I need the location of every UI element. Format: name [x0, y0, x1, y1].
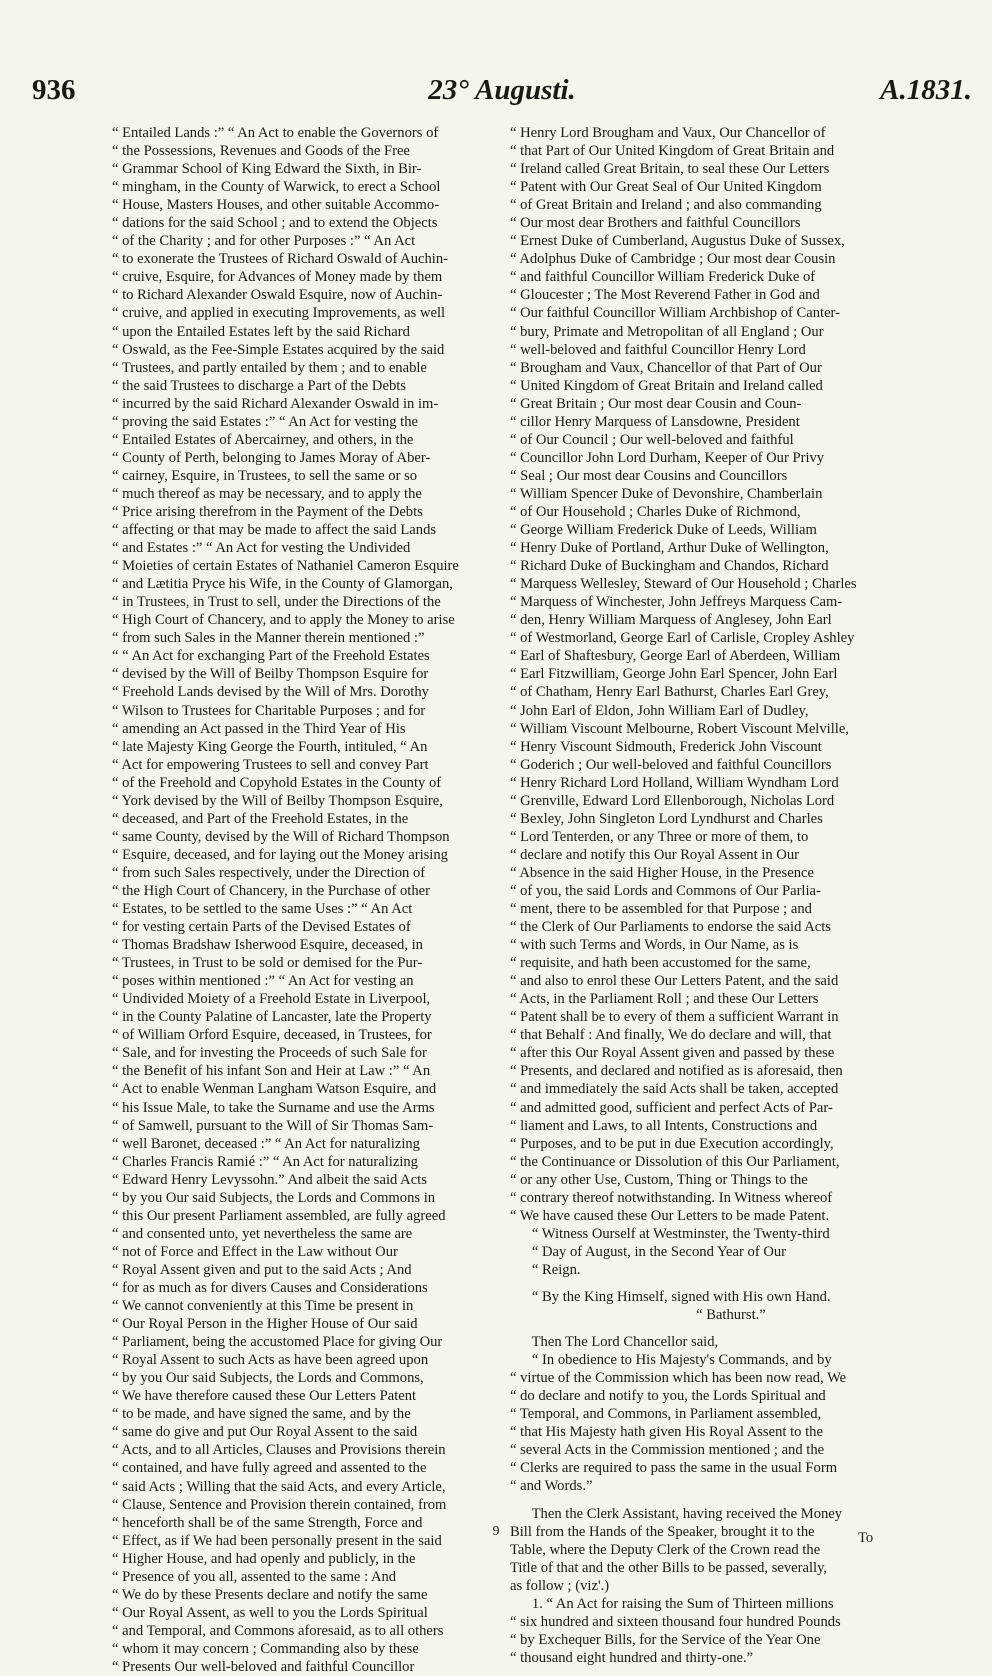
left-column-line: “ Grammar School of King Edward the Sixth, in Bir- [112, 161, 422, 178]
right-column-line: “ Lord Tenterden, or any Three or more of them, to [510, 828, 809, 845]
signature-mark: 9 [492, 1524, 500, 1539]
right-column-line: “ cillor Henry Marquess of Lansdowne, President [510, 413, 800, 430]
left-column-line: “ Moieties of certain Estates of Nathaniel Cameron Esquire [112, 558, 459, 575]
left-column-line: “ same County, devised by the Will of Richard Thompson [112, 828, 450, 845]
right-column-line: “ Clerks are required to pass the same in the usual Form [510, 1460, 838, 1477]
left-column-line: “ “ An Act for exchanging Part of the Freehold Estates [112, 648, 430, 665]
left-column-line: “ Entailed Estates of Abercairney, and others, in the [112, 431, 414, 448]
right-column-line: “ William Spencer Duke of Devonshire, Chamberlain [510, 485, 823, 502]
right-column-line: “ or any other Use, Custom, Thing or Things to the [510, 1171, 808, 1188]
left-column-line: “ Entailed Lands :” “ An Act to enable the Governors of [112, 125, 439, 141]
left-column-line: “ We have therefore caused these Our Letters Patent [112, 1388, 417, 1405]
left-column-line: “ We do by these Presents declare and notify the same [112, 1586, 428, 1603]
right-column-line: “ Witness Ourself at Westminster, the Twenty-third [510, 1225, 830, 1242]
left-column-line: “ County of Perth, belonging to James Moray of Aber- [112, 449, 431, 466]
left-column-line: “ Royal Assent given and put to the said Acts ; And [112, 1261, 412, 1278]
right-column-line: “ Gloucester ; The Most Reverend Father in God and [510, 287, 820, 304]
right-column-line: “ thousand eight hundred and thirty-one.” [510, 1649, 754, 1666]
left-column-line: “ henceforth shall be of the same Strength, Force and [112, 1514, 423, 1531]
left-column-line: “ Undivided Moiety of a Freehold Estate in Liverpool, [112, 991, 431, 1008]
left-column-line: “ to exonerate the Trustees of Richard Oswald of Auchin- [112, 251, 448, 268]
right-column-line: “ Marquess Wellesley, Steward of Our Household ; Charles [510, 576, 857, 593]
right-column-line: “ George William Frederick Duke of Leeds, William [510, 522, 817, 539]
left-column-line: “ late Majesty King George the Fourth, intituled, “ An [112, 738, 428, 755]
right-column-spacer [510, 1496, 894, 1505]
left-column-line: “ from such Sales in the Manner therein mentioned :” [112, 630, 425, 647]
right-column-line: “ do declare and notify to you, the Lords Spiritual and [510, 1388, 826, 1405]
left-column-line: “ Clause, Sentence and Provision therein contained, from [112, 1496, 447, 1513]
right-column-line: “ well-beloved and faithful Councillor Henry Lord [510, 341, 806, 358]
right-column-line: “ Presents, and declared and notified as is aforesaid, then [510, 1063, 843, 1080]
left-column-line: “ Esquire, deceased, and for laying out the Money arising [112, 846, 448, 863]
right-column-line: “ that Behalf : And finally, We do declare and will, that [510, 1027, 832, 1044]
left-column-line: “ much thereof as may be necessary, and to apply the [112, 485, 422, 502]
left-column-line: “ poses within mentioned :” “ An Act for vesting an [112, 973, 414, 990]
right-column-line: “ several Acts in the Commission mentioned ; and the [510, 1442, 825, 1459]
left-column-line: “ Edward Henry Levyssohn.” And albeit the said Acts [112, 1171, 427, 1188]
left-column-line: “ to Richard Alexander Oswald Esquire, now of Auchin- [112, 287, 443, 304]
right-column-line: “ We have caused these Our Letters to be made Patent. [510, 1207, 830, 1224]
right-column-line: “ Richard Duke of Buckingham and Chandos, Richard [510, 558, 829, 575]
right-column-line: as follow ; (viz'.) [510, 1577, 610, 1594]
left-column-line: “ this Our present Parliament assembled, are fully agreed [112, 1207, 446, 1224]
left-column-line: “ upon the Entailed Estates left by the said Richard [112, 323, 410, 340]
right-column-line: “ Henry Richard Lord Holland, William Wyndham Lord [510, 774, 839, 791]
right-column-line: “ Henry Viscount Sidmouth, Frederick John Viscount [510, 738, 822, 755]
right-column-line: “ By the King Himself, signed with His own Hand. [510, 1289, 831, 1305]
right-column-line: “ of Our Council ; Our well-beloved and faithful [510, 431, 794, 448]
left-column-line: “ Trustees, in Trust to be sold or demised for the Pur- [112, 955, 423, 972]
left-column-line: “ his Issue Male, to take the Surname and use the Arms [112, 1099, 435, 1116]
left-column-line: “ of the Charity ; and for other Purposes :” “ An Act [112, 233, 416, 250]
right-column-line: “ of Great Britain and Ireland ; and also commanding [510, 197, 822, 214]
right-column-line: 1. “ An Act for raising the Sum of Thirteen millions [510, 1595, 834, 1612]
left-column-line: “ and Lætitia Pryce his Wife, in the County of Glamorgan, [112, 576, 453, 593]
right-column-line: Bill from the Hands of the Speaker, brought it to the [510, 1523, 815, 1540]
left-column-line: “ the High Court of Chancery, in the Purchase of other [112, 882, 430, 899]
left-column-line: “ Our Royal Assent, as well to you the Lords Spiritual [112, 1604, 428, 1621]
left-column-line: “ High Court of Chancery, and to apply the Money to arise [112, 612, 455, 629]
left-column-line: “ Our Royal Person in the Higher House of Our said [112, 1316, 418, 1333]
right-column-line: “ Seal ; Our most dear Cousins and Councillors [510, 467, 788, 484]
right-column-line: “ Absence in the said Higher House, in the Presence [510, 864, 814, 881]
left-column-line: “ cairney, Esquire, in Trustees, to sell the same or so [112, 467, 418, 484]
right-column-line: “ Grenville, Edward Lord Ellenborough, Nicholas Lord [510, 792, 835, 809]
catchword: To [858, 1530, 874, 1546]
right-column-line: “ ment, there to be assembled for that Purpose ; and [510, 901, 812, 918]
right-column-line: “ Goderich ; Our well-beloved and faithful Councillors [510, 756, 832, 773]
left-column-line: “ whom it may concern ; Commanding also by these [112, 1640, 419, 1657]
left-column-line: “ by you Our said Subjects, the Lords and Commons, [112, 1370, 424, 1387]
left-column-line: “ and Temporal, and Commons aforesaid, as to all others [112, 1622, 444, 1639]
right-column-line: Then the Clerk Assistant, having received the Money [510, 1505, 843, 1522]
right-column-line: “ Patent with Our Great Seal of Our United Kingdom [510, 179, 822, 196]
right-column-line: Table, where the Deputy Clerk of the Crown read the [510, 1541, 821, 1558]
left-column-line: “ and consented unto, yet nevertheless the same are [112, 1225, 413, 1242]
left-column-line: “ Sale, and for investing the Proceeds of such Sale for [112, 1045, 427, 1062]
left-column-line: “ from such Sales respectively, under the Direction of [112, 864, 426, 881]
right-column-line: “ and also to enrol these Our Letters Patent, and the said [510, 973, 839, 990]
left-column-line: “ proving the said Estates :” “ An Act for vesting the [112, 413, 418, 430]
left-column-line: “ Act to enable Wenman Langham Watson Esquire, and [112, 1081, 437, 1098]
right-column-line: “ Earl of Shaftesbury, George Earl of Aberdeen, William [510, 648, 841, 665]
right-column-spacer [510, 1324, 894, 1333]
right-column-line: “ and Words.” [510, 1478, 593, 1495]
left-column-line: “ of William Orford Esquire, deceased, in Trustees, for [112, 1027, 432, 1044]
right-column-line: “ William Viscount Melbourne, Robert Viscount Melville, [510, 720, 849, 737]
right-column-line: “ Our faithful Councillor William Archbishop of Canter- [510, 305, 840, 322]
left-column-line: “ Presents Our well-beloved and faithful Councillor [112, 1658, 415, 1675]
right-column-line: “ of you, the said Lords and Commons of Our Parlia- [510, 882, 821, 899]
left-column-line: “ in Trustees, in Trust to sell, under the Directions of the [112, 594, 441, 611]
right-column-line: “ that His Majesty hath given His Royal Assent to the [510, 1424, 823, 1441]
right-column-line: “ Earl Fitzwilliam, George John Earl Spencer, John Earl [510, 666, 838, 683]
right-column-line: “ of Chatham, Henry Earl Bathurst, Charles Earl Grey, [510, 684, 829, 701]
right-column-line: “ Temporal, and Commons, in Parliament assembled, [510, 1406, 822, 1423]
right-column [510, 124, 894, 1667]
left-column-line: “ Act for empowering Trustees to sell and convey Part [112, 756, 429, 773]
left-column-line: “ the Benefit of his infant Son and Heir at Law :” “ An [112, 1063, 431, 1080]
left-column-line: “ cruive, and applied in executing Improvements, as well [112, 305, 446, 322]
right-column-line: “ Patent shall be to every of them a sufficient Warrant in [510, 1009, 839, 1026]
left-column-line: “ well Baronet, deceased :” “ An Act for naturalizing [112, 1135, 420, 1152]
right-column-line: Title of that and the other Bills to be passed, severally, [510, 1559, 828, 1576]
left-column-line: “ of the Freehold and Copyhold Estates in the County of [112, 774, 442, 791]
left-column-line: “ mingham, in the County of Warwick, to erect a School [112, 179, 441, 196]
right-column-line: “ and immediately the said Acts shall be taken, accepted [510, 1081, 839, 1098]
right-column-line: “ with such Terms and Words, in Our Name, as is [510, 937, 799, 954]
right-column-line: “ Brougham and Vaux, Chancellor of that Part of Our [510, 359, 822, 376]
right-column-line: “ and admitted good, sufficient and perfect Acts of Par- [510, 1099, 833, 1116]
left-column-line: “ Price arising therefrom in the Payment of the Debts [112, 503, 423, 520]
left-column-line: “ Trustees, and partly entailed by them ; and to enable [112, 359, 427, 376]
right-column-line: “ and faithful Councillor William Frederick Duke of [510, 269, 816, 286]
right-column-line: “ six hundred and sixteen thousand four hundred Pounds [510, 1613, 841, 1630]
right-column-line: “ Henry Duke of Portland, Arthur Duke of Wellington, [510, 540, 829, 557]
right-column-line: Then The Lord Chancellor said, [510, 1334, 719, 1351]
left-column-line: “ cruive, Esquire, for Advances of Money made by them [112, 269, 443, 286]
left-column-line: “ same do give and put Our Royal Assent to the said [112, 1424, 418, 1441]
left-column-line: “ devised by the Will of Beilby Thompson Esquire for [112, 666, 429, 683]
left-column-line: “ of Samwell, pursuant to the Will of Sir Thomas Sam- [112, 1117, 434, 1134]
page-year: A.1831. [880, 74, 972, 106]
left-column-line: “ amending an Act passed in the Third Year of His [112, 720, 406, 737]
left-column-line: “ Presence of you all, assented to the same : And [112, 1568, 397, 1585]
right-column-line: “ John Earl of Eldon, John William Earl of Dudley, [510, 702, 809, 719]
right-column-line: “ Bathurst.” [510, 1307, 766, 1324]
left-column-line: “ and Estates :” “ An Act for vesting the Undivided [112, 540, 411, 557]
left-column-line: “ Freehold Lands devised by the Will of Mrs. Dorothy [112, 684, 429, 701]
left-column-line: “ Higher House, and had openly and publicly, in the [112, 1550, 416, 1567]
left-column-line: “ Effect, as if We had been personally present in the said [112, 1532, 442, 1549]
right-column-line: “ contrary thereof notwithstanding. In Witness whereof [510, 1189, 833, 1206]
right-column-spacer [510, 1279, 894, 1288]
left-column-line: “ contained, and have fully agreed and assented to the [112, 1460, 427, 1477]
right-column-line: “ Our most dear Brothers and faithful Councillors [510, 215, 801, 232]
left-column-line: “ to be made, and have signed the same, and by the [112, 1406, 411, 1423]
left-column-line: “ said Acts ; Willing that the said Acts, and every Article, [112, 1478, 446, 1495]
right-column-line: “ Henry Lord Brougham and Vaux, Our Chancellor of [510, 125, 826, 141]
right-column-line: “ Purposes, and to be put in due Execution accordingly, [510, 1135, 834, 1152]
left-column-line: “ Oswald, as the Fee-Simple Estates acquired by the said [112, 341, 445, 358]
left-column-line: “ Thomas Bradshaw Isherwood Esquire, deceased, in [112, 937, 423, 954]
left-column-line: “ deceased, and Part of the Freehold Estates, in the [112, 810, 409, 827]
right-column-line: “ Acts, in the Parliament Roll ; and these Our Letters [510, 991, 819, 1008]
left-column-line: “ Charles Francis Ramié :” “ An Act for naturalizing [112, 1153, 418, 1170]
right-column-line: “ requisite, and hath been accustomed for the same, [510, 955, 811, 972]
left-column-line: “ House, Masters Houses, and other suitable Accommo- [112, 197, 440, 214]
left-column-line: “ Royal Assent to such Acts as have been agreed upon [112, 1352, 429, 1369]
right-column-line: “ Councillor John Lord Durham, Keeper of Our Privy [510, 449, 825, 466]
right-column-line: “ after this Our Royal Assent given and passed by these [510, 1045, 835, 1062]
right-column-line: “ virtue of the Commission which has been now read, We [510, 1370, 847, 1387]
right-column-line: “ Day of August, in the Second Year of Our [510, 1243, 787, 1260]
left-column-line: “ dations for the said School ; and to extend the Objects [112, 215, 438, 232]
left-column [112, 124, 496, 1676]
right-column-line: “ of Our Household ; Charles Duke of Richmond, [510, 503, 801, 520]
left-column-line: “ by you Our said Subjects, the Lords and Commons in [112, 1189, 436, 1206]
left-column-line: “ not of Force and Effect in the Law without Our [112, 1243, 398, 1260]
right-column-line: “ the Continuance or Dissolution of this Our Parliament, [510, 1153, 840, 1170]
right-column-line: “ den, Henry William Marquess of Anglesey, John Earl [510, 612, 832, 629]
left-column-line: “ Acts, and to all Articles, Clauses and Provisions therein [112, 1442, 446, 1459]
right-column-line: “ by Exchequer Bills, for the Service of the Year One [510, 1631, 821, 1648]
right-column-line: “ bury, Primate and Metropolitan of all England ; Our [510, 323, 824, 340]
right-column-line: “ Ernest Duke of Cumberland, Augustus Duke of Sussex, [510, 233, 845, 250]
left-column-line: “ Wilson to Trustees for Charitable Purposes ; and for [112, 702, 426, 719]
left-column-line: “ affecting or that may be made to affect the said Lands [112, 522, 437, 539]
left-column-line: “ the Possessions, Revenues and Goods of the Free [112, 143, 410, 160]
left-column-line: “ incurred by the said Richard Alexander Oswald in im- [112, 395, 439, 412]
right-column-line: “ Reign. [510, 1261, 581, 1278]
left-column-line: “ the said Trustees to discharge a Part of the Debts [112, 377, 406, 394]
left-column-line: “ Parliament, being the accustomed Place for giving Our [112, 1334, 443, 1351]
right-column-line: “ In obedience to His Majesty's Commands, and by [510, 1352, 832, 1369]
right-column-line: “ Marquess of Winchester, John Jeffreys Marquess Cam- [510, 594, 843, 611]
right-column-line: “ of Westmorland, George Earl of Carlisle, Cropley Ashley [510, 630, 855, 647]
right-column-line: “ United Kingdom of Great Britain and Ireland called [510, 377, 823, 394]
left-column-line: “ York devised by the Will of Beilby Thompson Esquire, [112, 792, 443, 809]
left-column-line: “ for as much as for divers Causes and Considerations [112, 1280, 428, 1296]
left-column-line: “ for vesting certain Parts of the Devised Estates of [112, 919, 411, 936]
left-column-line: “ Estates, to be settled to the same Uses :” “ An Act [112, 901, 413, 918]
right-column-line: “ Bexley, John Singleton Lord Lyndhurst and Charles [510, 810, 823, 827]
left-column-line: “ in the County Palatine of Lancaster, late the Property [112, 1009, 432, 1026]
page-number: 936 [32, 74, 76, 106]
right-column-line: “ declare and notify this Our Royal Assent in Our [510, 846, 799, 863]
right-column-line: “ liament and Laws, to all Intents, Constructions and [510, 1117, 818, 1134]
right-column-line: “ Ireland called Great Britain, to seal these Our Letters [510, 161, 830, 178]
page-header [32, 74, 972, 114]
right-column-line: “ Adolphus Duke of Cambridge ; Our most dear Cousin [510, 251, 836, 268]
right-column-line: “ Great Britain ; Our most dear Cousin and Coun- [510, 395, 802, 412]
right-column-line: “ that Part of Our United Kingdom of Great Britain and [510, 143, 835, 160]
left-column-line: “ We cannot conveniently at this Time be present in [112, 1298, 414, 1315]
right-column-line: “ the Clerk of Our Parliaments to endorse the said Acts [510, 919, 831, 936]
page-date: 23° Augusti. [428, 74, 576, 106]
